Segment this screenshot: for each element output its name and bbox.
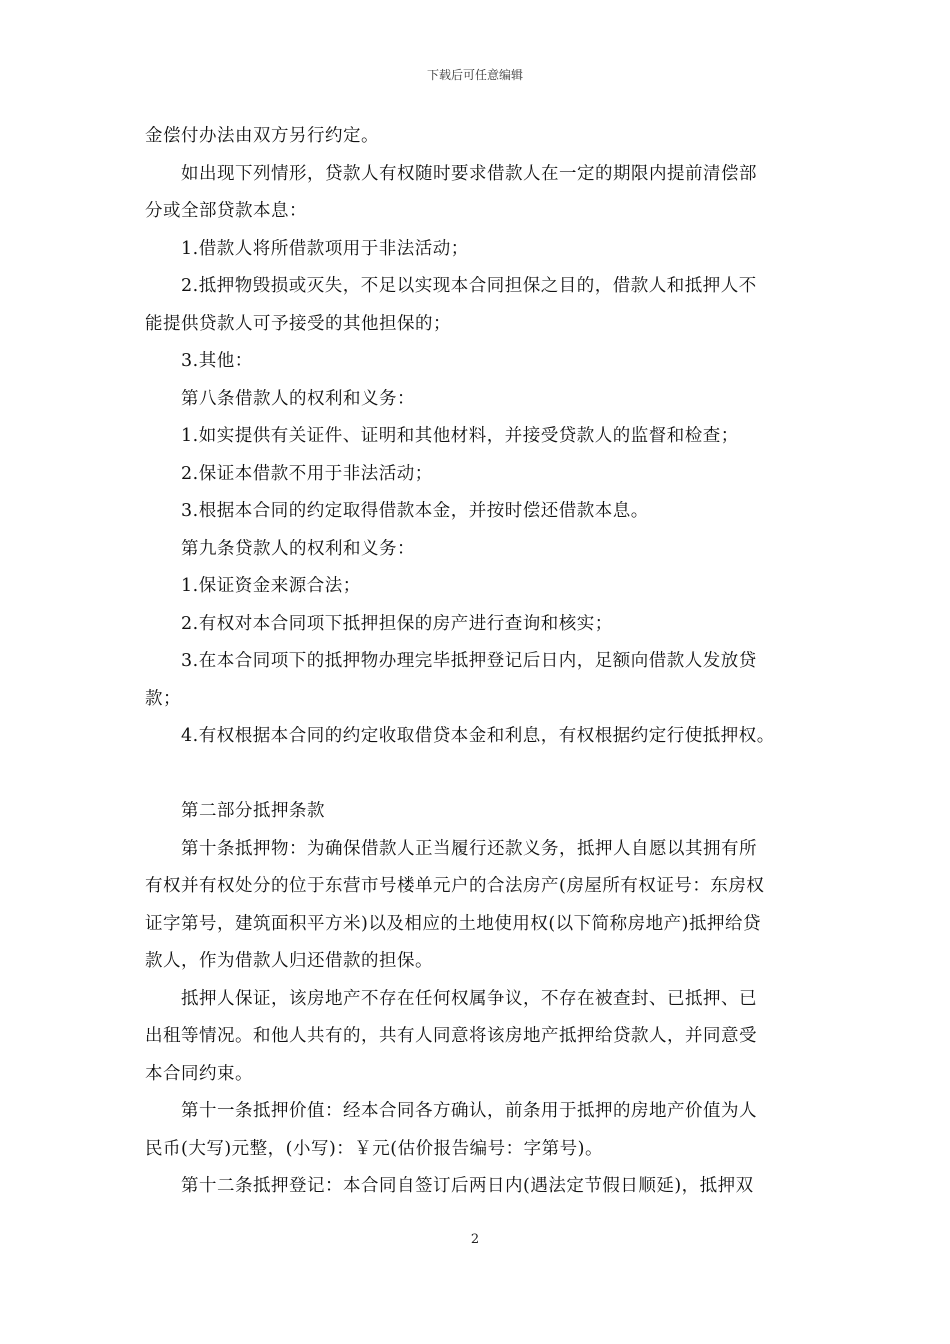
article-heading: 第十条抵押物：为确保借款人正当履行还款义务，抵押人自愿以其拥有所 (181, 838, 757, 859)
paragraph-line: 证字第号，建筑面积平方米)以及相应的土地使用权(以下简称房地产)抵押给贷 (145, 913, 761, 934)
paragraph-line: 如出现下列情形，贷款人有权随时要求借款人在一定的期限内提前清偿部 (181, 163, 757, 184)
list-item: 1.保证资金来源合法； (181, 576, 361, 596)
paragraph-line: 能提供贷款人可予接受的其他担保的； (145, 313, 451, 334)
article-heading: 第十一条抵押价值：经本合同各方确认，前条用于抵押的房地产价值为人 (181, 1101, 757, 1121)
paragraph-line: 抵押人保证，该房地产不存在任何权属争议，不存在被查封、已抵押、已 (181, 988, 757, 1009)
list-item: 2.抵押物毁损或灭失，不足以实现本合同担保之目的，借款人和抵押人不 (181, 276, 757, 296)
paragraph-line: 分或全部贷款本息： (145, 201, 307, 221)
list-item: 4.有权根据本合同的约定收取借贷本金和利息，有权根据约定行使抵押权。 (181, 726, 775, 746)
page-header: 下载后可任意编辑 (426, 68, 523, 82)
list-item: 3.在本合同项下的抵押物办理完毕抵押登记后日内，足额向借款人发放贷 (181, 651, 757, 671)
paragraph-line: 金偿付办法由双方另行约定。 (145, 126, 379, 146)
article-heading: 第十二条抵押登记：本合同自签订后两日内(遇法定节假日顺延)，抵押双 (181, 1176, 754, 1196)
paragraph-line: 民币(大写)元整，(小写)：￥元(估价报告编号：字第号)。 (145, 1138, 603, 1159)
list-item: 2.有权对本合同项下抵押担保的房产进行查询和核实； (181, 613, 613, 634)
paragraph-line: 款人，作为借款人归还借款的担保。 (145, 951, 433, 971)
paragraph-line: 出租等情况。和他人共有的，共有人同意将该房地产抵押给贷款人，并同意受 (145, 1026, 757, 1046)
paragraph-line: 有权并有权处分的位于东营市号楼单元户的合法房产(房屋所有权证号：东房权 (145, 876, 765, 896)
article-heading: 第八条借款人的权利和义务： (181, 388, 415, 409)
list-item: 1.借款人将所借款项用于非法活动； (181, 238, 469, 259)
document-body (145, 118, 813, 1206)
paragraph-line: 本合同约束。 (145, 1063, 253, 1084)
list-item: 1.如实提供有关证件、证明和其他材料，并接受贷款人的监督和检查； (181, 426, 739, 446)
list-item: 3.根据本合同的约定取得借款本金，并按时偿还借款本息。 (181, 501, 649, 521)
paragraph-line: 款； (145, 688, 181, 709)
list-item: 3.其他： (181, 351, 253, 371)
list-item: 2.保证本借款不用于非法活动； (181, 463, 433, 484)
article-heading: 第九条贷款人的权利和义务： (181, 538, 415, 559)
blank-line (145, 756, 813, 794)
page-number: 2 (470, 1232, 480, 1247)
section-heading: 第二部分抵押条款 (181, 801, 325, 821)
